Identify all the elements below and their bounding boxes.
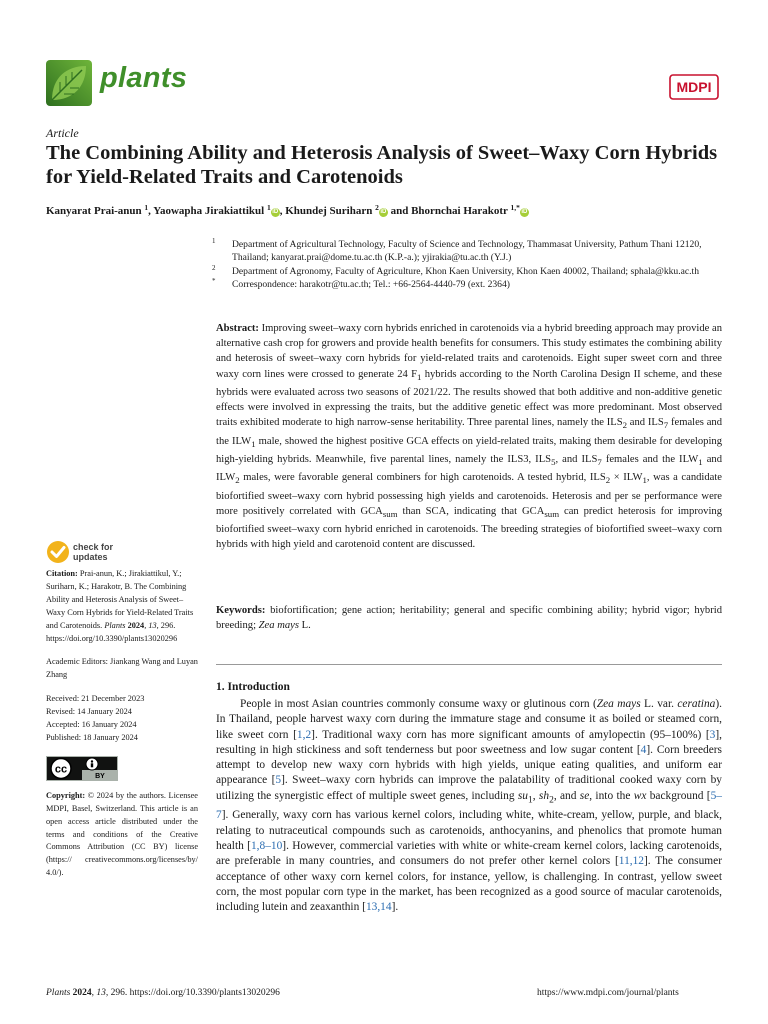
- abstract-text: , was a candidate biofortified sweet–waxy corn hybrid possessing high yields and carotenoids. Heterosis and per se performance were more positively correlated with GCA: [216, 472, 723, 517]
- abstract-text: Improving sweet–waxy corn hybrids enriched in carotenoids via a hybrid breeding approach may provide an alternative cash crop for growers and provide health benefits for consumers. This study estimates the combining ability and heterosis of sweet–waxy corn hybrids for yield-related traits and carotenoids. Eight super sweet corn and three waxy corn lines were crossed to generate 24 F: [216, 323, 722, 380]
- footer-journal-url[interactable]: https://www.mdpi.com/journal/plants: [537, 988, 679, 998]
- affiliation-item: [212, 265, 722, 278]
- body-text: ]. Generally, waxy corn has various kernel colors, including white, white-cream, yellow, purple, and black, relating to nutraceutical compounds such as carotenoids, anthocyanins, and phenolics that promote human health [: [216, 809, 722, 852]
- date-accepted: Accepted: 16 January 2024: [46, 720, 137, 730]
- academic-editors: Academic Editors: Jiankang Wang and Luyan Zhang: [46, 657, 198, 680]
- citation-link[interactable]: 1,8–10: [250, 839, 283, 852]
- abstract-text: and ILW: [216, 453, 723, 484]
- citation-link[interactable]: 4: [640, 743, 647, 756]
- citation-text: Prai-anun, K.; Jirakiattikul, Y.; Suriharn, K.; Harakotr, B. The Combining Ability and Heterosis Analysis of Sweet–Waxy Corn Hybrids for Yield-Related Traits and Carotenoids.: [46, 569, 194, 630]
- abstract-sub: 7: [597, 457, 602, 468]
- body-italic: sh: [538, 789, 550, 802]
- sidebar-gap: [46, 745, 198, 756]
- abstract-sub: sum: [544, 508, 560, 519]
- body-italic: se: [579, 789, 590, 802]
- mdpi-logo-text: MDPI: [676, 79, 712, 95]
- check-for-updates-text[interactable]: check for: [73, 542, 114, 552]
- affiliation-text: Department of Agricultural Technology, Faculty of Science and Technology, Thammasat University, Pathum Thani 12120, Thailand; kanyarat.prai@dome.tu.ac.th (K.P.-a.); yjirakia@tu.ac.th (Y.J.): [232, 239, 702, 264]
- body-text: ). In Thailand, people harvest waxy corn during the immature stage and consume it as boiled or steamed corn, like sweet corn [: [216, 698, 722, 741]
- citation-doi[interactable]: , 296. https://doi.org/10.3390/plants13020296: [46, 620, 178, 643]
- author-affil-mark: 2: [375, 203, 379, 212]
- affiliation-text: Correspondence: harakotr@tu.ac.th; Tel.: +66-2564-4440-79 (ext. 2364): [232, 278, 510, 290]
- affiliation-mark: 2: [212, 263, 216, 272]
- check-for-updates-icon[interactable]: [46, 540, 70, 564]
- abstract-text: , and ILS: [555, 453, 598, 465]
- author-affil-mark: 1,*: [510, 203, 520, 212]
- body-italic: wx: [633, 789, 647, 802]
- footer-year: 2024: [70, 988, 92, 998]
- keywords: [216, 603, 722, 633]
- cc-by-text: BY: [95, 772, 105, 780]
- keywords-text: biofortification; gene action; heritability; general and specific combining ability; hybrid vigor; hybrid breeding;: [216, 605, 722, 632]
- body-text: background [: [646, 789, 711, 802]
- abstract-sub: 2: [622, 420, 628, 431]
- body-italic: su: [517, 789, 528, 802]
- body-text: L. var.: [640, 698, 678, 710]
- orcid-icon[interactable]: iD: [380, 209, 387, 215]
- abstract: [216, 321, 722, 553]
- abstract-sub: 5: [551, 457, 556, 468]
- copyright-label: Copyright:: [46, 790, 86, 800]
- abstract-text: females and the ILW: [216, 417, 722, 447]
- check-for-updates-text[interactable]: updates: [73, 552, 108, 562]
- article-sidebar: [46, 568, 198, 880]
- author-name: Yaowapha Jirakiattikul: [153, 205, 265, 217]
- author-affil-mark: 1: [266, 203, 271, 212]
- body-text: ,: [532, 789, 539, 802]
- citation-block: [46, 568, 198, 645]
- author-name: Kanyarat Prai-anun: [46, 205, 142, 217]
- abstract-sub: sum: [382, 508, 398, 519]
- abstract-sub: 7: [663, 420, 669, 431]
- affiliation-item: [212, 238, 722, 265]
- sidebar-gap: [46, 682, 198, 693]
- citation-link[interactable]: 5: [275, 774, 282, 787]
- orcid-icon[interactable]: iD: [521, 209, 528, 215]
- abstract-text: male, showed the highest positive GCA effects on yield-related traits, making them desirable for developing high-yielding hybrids. Meanwhile, five parental lines, namely the ILS3, ILS: [216, 435, 722, 465]
- affiliation-item: [212, 278, 722, 291]
- keywords-species: Zea mays: [258, 620, 299, 632]
- footer-citation: [46, 988, 280, 998]
- citation-link[interactable]: 3: [709, 728, 716, 741]
- abstract-text: hybrids according to the North Carolina Design II scheme, and these hybrids were evaluated across two seasons of 2021/22. The results showed that both additive and non-additive genetic effects were involved in expressing the traits, but the additive genetic effect was more predominant. Most observed traits exhibited moderate to high narrow-sense heritability. Three parental lines, namely the ILS: [216, 368, 722, 429]
- abstract-sub: 2: [605, 475, 611, 486]
- body-text: ]. Traditional waxy corn has more significant amounts of amylopectin (95–100%) [: [311, 728, 710, 741]
- citation-label: Citation:: [46, 569, 78, 578]
- date-published: Published: 18 January 2024: [46, 732, 138, 742]
- abstract-text: males, were favorable general combiners for high carotenoids. A tested hybrid, ILS: [239, 472, 606, 484]
- body-sub: 2: [549, 795, 554, 806]
- journal-name: plants: [100, 62, 188, 94]
- citation-journal: Plants: [104, 620, 126, 630]
- abstract-text: and ILS: [627, 417, 664, 429]
- body-text: People in most Asian countries commonly consume waxy or glutinous corn (: [240, 698, 597, 710]
- affiliation-mark: 1: [212, 237, 216, 245]
- abstract-sub: 1: [642, 475, 647, 486]
- keywords-label: Keywords:: [216, 605, 266, 616]
- footer-doi[interactable]: , 296. https://doi.org/10.3390/plants13020296: [105, 988, 280, 998]
- abstract-label: Abstract:: [216, 323, 259, 334]
- date-revised: Revised: 14 January 2024: [46, 707, 132, 717]
- citation-link[interactable]: 13,14: [365, 901, 392, 914]
- abstract-sub: 1: [251, 438, 256, 449]
- body-text: ].: [391, 901, 399, 914]
- body-text: ]. However, commercial varieties with white or white-cream kernel colors, lacking carotenoids, are preferable in many countries, and consumers do not prefer other kernel colors [: [216, 839, 722, 868]
- body-text: , and: [553, 789, 580, 802]
- abstract-text: can predict heterosis for improving biofortified sweet–waxy corn hybrid enriched in carotenoids. The breeding strategies of biofortified sweet–waxy corn hybrids with high yield and carotenoid content are discussed.: [216, 505, 722, 551]
- abstract-sub: 2: [235, 475, 240, 486]
- introduction-paragraph: [216, 697, 722, 915]
- article-type: Article: [46, 126, 79, 140]
- copyright-text: © 2024 by the authors. Licensee MDPI, Basel, Switzerland. This article is an open access article distributed under the terms and conditions of the Creative Commons Attribution (CC BY) license (https:// creativecommons.org/licenses/by/ 4.0/).: [46, 790, 198, 878]
- citation-year: 2024: [125, 620, 145, 630]
- body-text: , into the: [589, 789, 634, 802]
- abstract-text: than SCA, indicating that GCA: [397, 505, 545, 517]
- author-name: Bhornchai Harakotr: [411, 205, 508, 217]
- copyright-block: [46, 790, 198, 880]
- author-separator: ,: [148, 205, 154, 217]
- cc-text: cc: [54, 763, 68, 776]
- abstract-sub: 1: [417, 371, 422, 382]
- section-heading: 1. Introduction: [216, 681, 290, 693]
- author-separator: and: [387, 205, 412, 217]
- orcid-icon[interactable]: iD: [272, 209, 279, 215]
- keywords-text: L.: [298, 620, 311, 632]
- citation-link[interactable]: 1,2: [296, 728, 312, 741]
- author-affil-mark: 1: [144, 203, 149, 212]
- citation-link[interactable]: 11,12: [618, 855, 645, 868]
- body-text: ], resulting in high stickiness and soft tenderness but poor sweetness and low sugar content [: [216, 728, 723, 756]
- section-divider: [216, 664, 722, 665]
- body-text: ]. The consumer acceptance of other waxy corn kernel colors, for instance, yellow, is challenging. In contrast, yellow sweet corn, the most popular corn type in the market, has been recognized as a good source of macular carotenoids, including lutein and zeaxanthin [: [216, 855, 723, 914]
- abstract-text: females and the ILW: [601, 453, 699, 465]
- sidebar-gap: [46, 645, 198, 656]
- body-text: ]. Sweet–waxy corn hybrids can improve the palatability of traditional cooked waxy corn by utilizing the synergistic effect of multiple sweet genes, including: [216, 774, 723, 802]
- affiliation-mark: *: [212, 276, 216, 285]
- article-title: The Combining Ability and Heterosis Analysis of Sweet–Waxy Corn Hybrids for Yield-Related Traits and Carotenoids: [46, 142, 718, 188]
- citation-volume: , 13: [144, 620, 157, 630]
- author-name: Khundej Suriharn: [285, 205, 373, 217]
- plants-leaf-logo-icon: [46, 60, 92, 106]
- author-list: [46, 203, 746, 217]
- body-italic: ceratina: [677, 698, 716, 710]
- body-sub: 1: [528, 795, 533, 806]
- body-italic: Zea mays: [596, 698, 641, 710]
- affiliations: [212, 238, 722, 291]
- footer-journal: Plants: [46, 988, 71, 998]
- affiliation-text: Department of Agronomy, Faculty of Agriculture, Khon Kaen University, Khon Kaen 40002, Thailand; sphala@kku.ac.th: [232, 265, 700, 277]
- abstract-text: × ILW: [610, 472, 643, 484]
- mdpi-logo-icon: [666, 70, 722, 104]
- body-text: ]. Corn breeders attempt to develop new waxy corn hybrids with high yields, unique eating qualities, and uniform ear appearance [: [216, 743, 722, 787]
- footer-volume: , 13: [91, 988, 106, 998]
- date-received: Received: 21 December 2023: [46, 694, 145, 704]
- abstract-sub: 1: [698, 457, 703, 468]
- author-separator: ,: [279, 205, 286, 217]
- cc-by-license-icon[interactable]: [46, 756, 118, 781]
- citation-link[interactable]: 5–7: [216, 789, 722, 822]
